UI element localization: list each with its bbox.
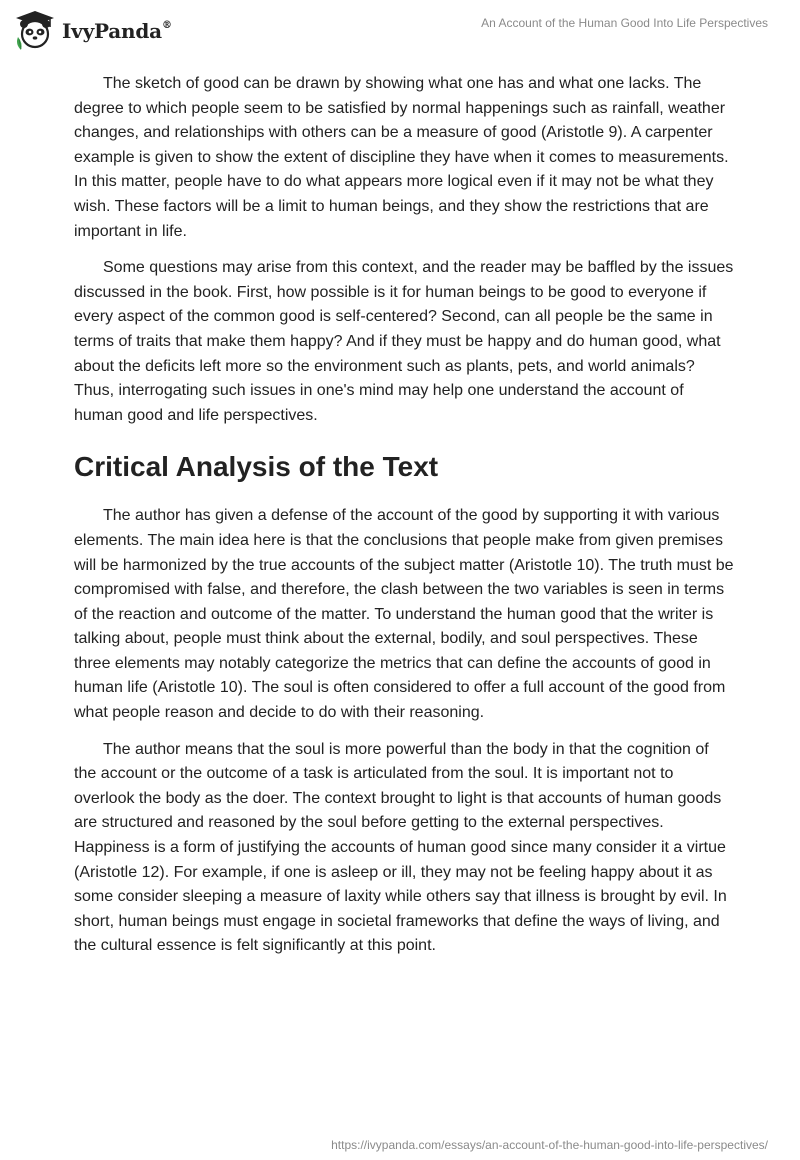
paragraph: The author means that the soul is more powerful than the body in that the cognition of the account or the outcome of a task is articulated from the soul. It is important not to overlook the body as the doer. The context brought to light is that accounts of human goods are structured and reasoned by the soul before getting to the external perspectives. Happiness is a form of justifying the accounts of human good since many consider it a virtue (Aristotle 12). For example, if one is asleep or ill, they may not be feeling happy about it as some consider sleeping a measure of laxity while others say that illness is brought by evil. In short, human beings must engage in societal frameworks that define the ways of living, and the cultural essence is felt significantly at this point.: [74, 740, 727, 955]
essay-content: [74, 72, 734, 971]
document-title: An Account of the Human Good Into Life Perspectives: [481, 16, 768, 30]
paragraph: Some questions may arise from this context, and the reader may be baffled by the issues discussed in the book. First, how possible is it for human beings to be good to everyone if every aspect of the common good is self-centered? Second, can all people be the same in terms of traits that make them happy? And if they must be happy and do human good, what about the deficits left more so the environment such as plants, pets, and world animals? Thus, interrogating such issues in one's mind may help one understand the account of human good and life perspectives.: [74, 259, 734, 424]
brand-name: [62, 19, 172, 43]
page-header: [0, 0, 800, 64]
section-heading: Critical Analysis of the Text: [74, 451, 439, 483]
paragraph: The sketch of good can be drawn by showing what one has and what one lacks. The degree to which people seem to be satisfied by normal happenings such as rainfall, weather changes, and relationships with others can be a measure of good (Aristotle 9). A carpenter example is given to show the extent of discipline they have when it comes to measurements. In this matter, people have to do what appears more logical even if it may not be what they wish. These factors will be a limit to human beings, and they show the restrictions that are important in life.: [74, 75, 729, 240]
ivypanda-logo[interactable]: [14, 9, 172, 53]
paragraph: The author has given a defense of the account of the good by supporting it with various elements. The main idea here is that the conclusions that people make from given premises will be harmonized by the true accounts of the subject matter (Aristotle 10). The truth must be compromised with false, and therefore, the clash between the two variables is seen in terms of the reaction and outcome of the matter. To understand the human good that the writer is talking about, people must think about the external, bodily, and soul perspectives. These three elements may notably categorize the metrics that can define the accounts of good in human life (Aristotle 10). The soul is often considered to offer a full account of the good from what people reason and decide to do with their reasoning.: [74, 507, 734, 722]
panda-logo-icon: [14, 9, 56, 53]
registered-mark: ®: [161, 20, 172, 32]
brand-text: IvyPanda: [62, 19, 162, 43]
source-url-link[interactable]: https://ivypanda.com/essays/an-account-of-the-human-good-into-life-perspectives/: [331, 1138, 768, 1152]
